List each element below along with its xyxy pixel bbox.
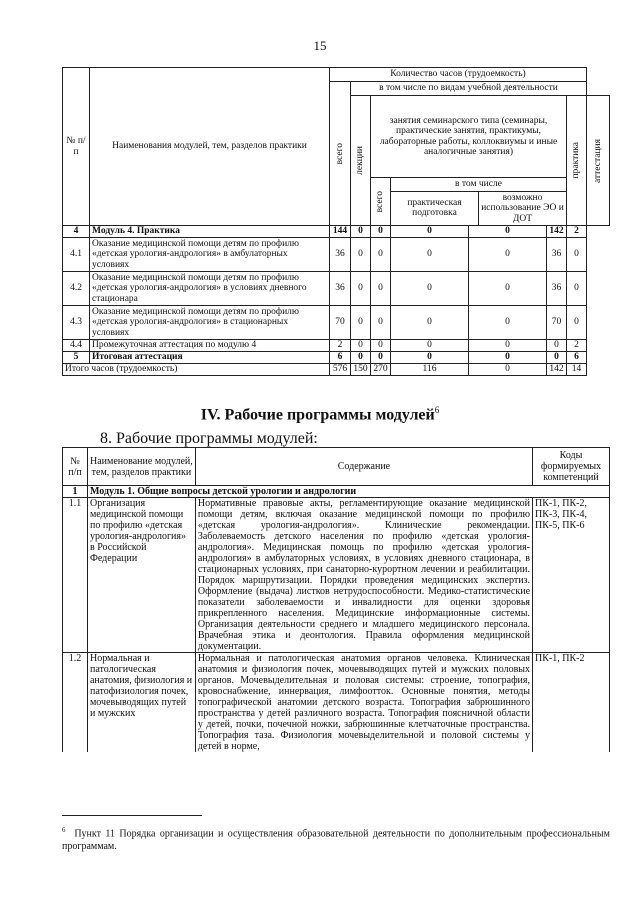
header-by-type: в том числе по видам учебной деятельности xyxy=(351,82,587,96)
total-split xyxy=(391,364,547,376)
table-row xyxy=(63,352,610,364)
module-programs-table xyxy=(62,447,610,752)
header-distance: возможно использование ЭО и ДОТ xyxy=(481,192,564,224)
row-total: 36 xyxy=(330,272,351,306)
row-total: 2 xyxy=(330,340,351,352)
row-total: 36 xyxy=(330,238,351,272)
page-number: 15 xyxy=(313,38,327,53)
row-total: 70 xyxy=(330,306,351,340)
header-seminar: занятия семинарского типа (семинары, практические занятия, практикумы, лабораторные работы, коллоквиумы и иные аналогичные занятия) xyxy=(371,96,567,178)
table-row xyxy=(63,340,610,352)
header-incl-group xyxy=(391,178,567,226)
table-row xyxy=(63,272,610,306)
total-label: Итого часов (трудоемкость) xyxy=(63,364,330,376)
row-sem: 0 xyxy=(371,238,391,272)
row-name: Оказание медицинской помощи детям по профилю «детская урология-андрология» в стационарных условиях xyxy=(90,306,330,340)
t2-header-num: № п/п xyxy=(63,448,88,486)
table-row xyxy=(63,238,610,272)
row-att: 0 xyxy=(567,272,587,306)
row-total: 6 xyxy=(330,352,351,364)
row-content: Нормативные правовые акты, регламентирующие оказание медицинской помощи детям, включая оказание медицинской помощи по профилю «детская урология-андрология». Клинические рекомендации. Заболеваемость детского населения по профилю «детская урология-андрология». Медицинская помощь по профилю «детская урология-андрология» в амбулаторных условиях, в условиях дневного стационара, в стационарных условиях, при санаторно-курортном лечении и реабилитации. Порядок маршрутизации. Порядки проведения медицинских экспертиз. Оформление (выдача) листков нетрудоспособности. Медико-статистические показатели заболеваемости и инвалидности для оценки здоровья прикрепленного населения. Медицинские информационные системы. Организация деятельности среднего и младшего медицинского персонала. Врачебная этика и деонтология. Правила оформления медицинской документации. xyxy=(195,498,532,653)
row-content: Нормальная и патологическая анатомия органов человека. Клиническая анатомия и физиология почек, мочевыводящих путей и мужских половых органов. Мочевыделительная и половая системы: строение, топография, кровоснабжение, иннервация, лимфоотток. Основные понятия, методы топографической анатомии детского возраста. Топография забрюшинного пространства у детей различного возраста. Топография поясничной области у детей, почки, почечной ножки, забрюшинные клетчаточные пространства. Топография таза. Физиология мочевыделительной и половой системы у детей в норме, xyxy=(195,653,532,753)
row-name: Оказание медицинской помощи детям по профилю «детская урология-андрология» в амбулаторных условиях xyxy=(90,238,330,272)
row-name: Организация медицинской помощи по профилю «детская урология-андрология» в Российской Федерации xyxy=(87,498,195,653)
table-row xyxy=(63,306,610,340)
row-eo: 0 xyxy=(505,352,510,363)
footnote-divider xyxy=(62,815,202,816)
table-row xyxy=(63,226,610,238)
total-pp: 116 xyxy=(391,364,469,375)
row-lec: 0 xyxy=(351,340,371,352)
t2-header-codes: Коды формируемых компетенций xyxy=(533,448,610,486)
row-total: 144 xyxy=(330,226,351,238)
row-split xyxy=(391,352,547,364)
header-attestation: аттестация xyxy=(587,96,610,226)
row-sem: 0 xyxy=(371,340,391,352)
total-pr: 142 xyxy=(547,364,567,376)
header-practical: практическая подготовка xyxy=(391,191,479,225)
row-att: 0 xyxy=(567,238,587,272)
header-total: всего xyxy=(330,82,351,226)
footnote-text: Пункт 11 Порядка организации и осуществления образовательной деятельности по дополнительным профессиональным программам. xyxy=(62,828,610,853)
row-att: 0 xyxy=(567,306,587,340)
header-lectures: лекции xyxy=(351,96,371,226)
t2-header-content: Содержание xyxy=(195,448,532,486)
row-att: 2 xyxy=(567,340,587,352)
row-eo: 0 xyxy=(505,317,510,328)
row-num: 4.2 xyxy=(63,272,90,306)
footnote xyxy=(62,824,610,853)
header-name: Наименования модулей, тем, разделов практики xyxy=(90,68,330,226)
row-pp: 0 xyxy=(391,272,469,305)
row-eo: 0 xyxy=(505,283,510,294)
row-att: 2 xyxy=(567,226,587,238)
footnote-ref[interactable]: 6 xyxy=(434,405,440,415)
row-pr: 36 xyxy=(547,238,567,272)
header-incl: в том числе xyxy=(391,178,566,191)
row-pp: 0 xyxy=(391,306,469,339)
row-sem: 0 xyxy=(371,272,391,306)
row-lec: 0 xyxy=(351,226,371,238)
row-pp: 0 xyxy=(391,238,469,271)
header-num: № п/п xyxy=(63,68,90,226)
hours-table xyxy=(62,67,610,376)
table-row xyxy=(63,498,610,653)
row-num: 1.1 xyxy=(63,498,88,653)
row-num: 4 xyxy=(63,226,90,238)
row-lec: 0 xyxy=(351,306,371,340)
row-name: Модуль 4. Практика xyxy=(90,226,330,238)
subsection-title: 8. Рабочие программы модулей: xyxy=(100,430,318,447)
total-eo: 0 xyxy=(505,364,510,375)
row-eo: 0 xyxy=(505,249,510,260)
header-practice: практика xyxy=(567,96,587,226)
row-lec: 0 xyxy=(351,238,371,272)
section-title xyxy=(0,405,640,424)
row-sem: 0 xyxy=(371,306,391,340)
row-pp: 0 xyxy=(391,340,469,351)
row-split xyxy=(391,226,547,238)
row-num: 4.3 xyxy=(63,306,90,340)
row-split xyxy=(391,238,547,272)
row-pr: 142 xyxy=(547,226,567,238)
row-num: 4.4 xyxy=(63,340,90,352)
row-sem: 0 xyxy=(371,352,391,364)
header-hours: Количество часов (трудоемкость) xyxy=(330,68,587,82)
table-row xyxy=(63,653,610,753)
row-lec: 0 xyxy=(351,272,371,306)
row-name: Промежуточная аттестация по модулю 4 xyxy=(90,340,330,352)
row-name: Нормальная и патологическая анатомия, физиология и патофизиология почек, мочевыводящих путей и мужских xyxy=(87,653,195,753)
row-pr: 36 xyxy=(547,272,567,306)
row-num: 5 xyxy=(63,352,90,364)
footnote-mark: 6 xyxy=(62,826,66,834)
row-eo: 0 xyxy=(505,226,510,237)
total-total: 576 xyxy=(330,364,351,376)
row-lec: 0 xyxy=(351,352,371,364)
total-att: 14 xyxy=(567,364,587,376)
total-sem: 270 xyxy=(371,364,391,376)
row-num: 4.1 xyxy=(63,238,90,272)
row-split xyxy=(391,340,547,352)
row-pr: 0 xyxy=(547,340,567,352)
module-num: 1 xyxy=(63,486,88,498)
row-num: 1.2 xyxy=(63,653,88,753)
t2-header-name: Наименование модулей, тем, разделов практики xyxy=(87,448,195,486)
row-codes: ПК-1, ПК-2 xyxy=(533,653,610,753)
row-pp: 0 xyxy=(391,226,469,237)
row-name: Итоговая аттестация xyxy=(90,352,330,364)
row-eo: 0 xyxy=(505,340,510,351)
row-split xyxy=(391,272,547,306)
total-lec: 150 xyxy=(351,364,371,376)
row-pr: 0 xyxy=(547,352,567,364)
header-sem-total: всего xyxy=(371,178,391,226)
module-row xyxy=(63,486,610,498)
row-name: Оказание медицинской помощи детям по профилю «детская урология-андрология» в условиях дневного стационара xyxy=(90,272,330,306)
row-pr: 70 xyxy=(547,306,567,340)
module-title: Модуль 1. Общие вопросы детской урологии и андрологии xyxy=(87,486,609,498)
section-title-text: IV. Рабочие программы модулей xyxy=(200,406,435,424)
row-pp: 0 xyxy=(391,352,469,363)
row-att: 6 xyxy=(567,352,587,364)
total-row xyxy=(63,364,610,376)
row-codes: ПК-1, ПК-2, ПК-3, ПК-4, ПК-5, ПК-6 xyxy=(533,498,610,653)
row-split xyxy=(391,306,547,340)
row-sem: 0 xyxy=(371,226,391,238)
